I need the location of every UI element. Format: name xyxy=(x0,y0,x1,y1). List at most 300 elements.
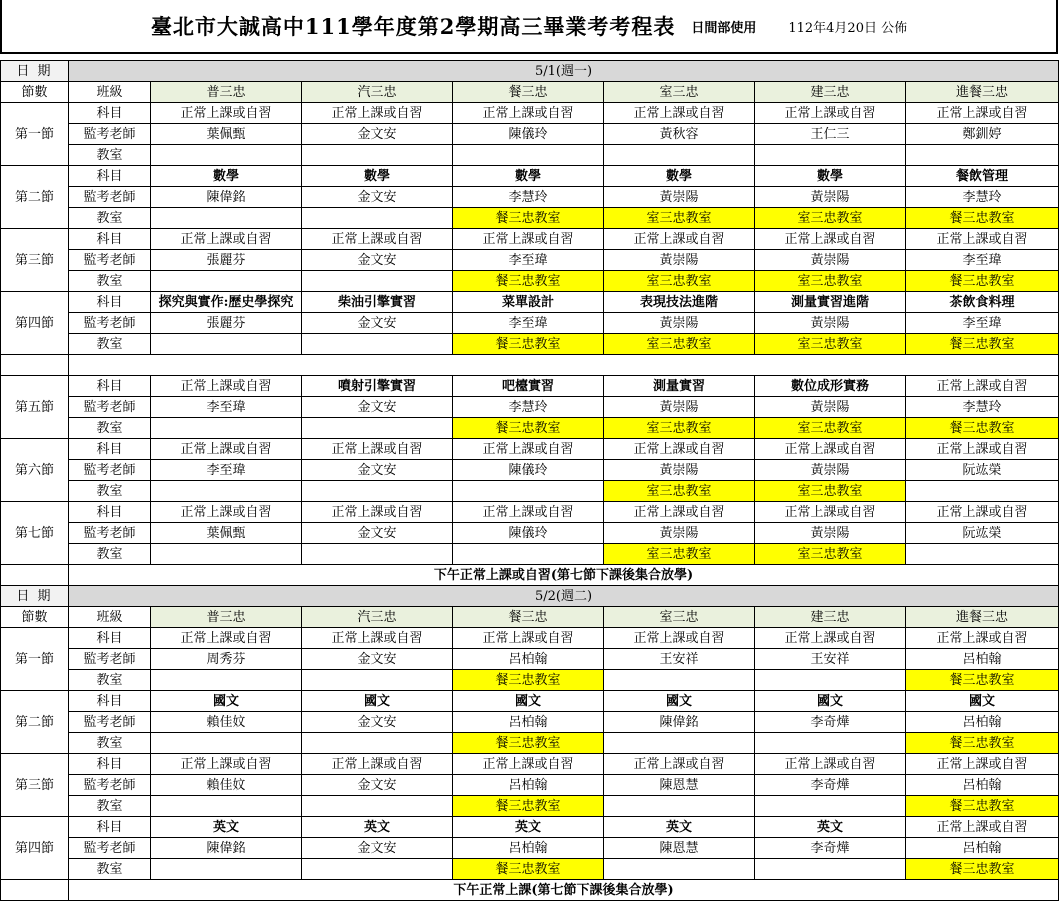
subject-label: 科目 xyxy=(69,229,151,250)
subject-cell: 正常上課或自習 xyxy=(302,628,453,649)
subject-cell: 正常上課或自習 xyxy=(453,754,604,775)
subject-row xyxy=(1,754,1059,775)
class-col-header: 班級 xyxy=(69,607,151,628)
class-header: 普三忠 xyxy=(151,607,302,628)
proctor-cell: 李慧玲 xyxy=(453,397,604,418)
subject-label: 科目 xyxy=(69,439,151,460)
date-label: 日 期 xyxy=(1,61,69,82)
proctor-cell: 李慧玲 xyxy=(453,187,604,208)
subject-row xyxy=(1,103,1059,124)
proctor-label: 監考老師 xyxy=(69,187,151,208)
proctor-cell: 李至瑋 xyxy=(151,397,302,418)
proctor-cell: 呂柏翰 xyxy=(906,838,1059,859)
subject-label: 科目 xyxy=(69,502,151,523)
subject-cell: 正常上課或自習 xyxy=(151,376,302,397)
class-header: 室三忠 xyxy=(604,607,755,628)
period-name: 第四節 xyxy=(1,292,69,355)
room-cell xyxy=(906,481,1059,502)
proctor-label: 監考老師 xyxy=(69,712,151,733)
proctor-cell: 金文安 xyxy=(302,460,453,481)
subject-cell: 正常上課或自習 xyxy=(906,817,1059,838)
proctor-cell: 周秀芬 xyxy=(151,649,302,670)
proctor-cell: 呂柏翰 xyxy=(906,649,1059,670)
proctor-label: 監考老師 xyxy=(69,124,151,145)
lunch-separator-row xyxy=(1,355,1059,376)
subject-cell: 正常上課或自習 xyxy=(604,439,755,460)
subject-cell: 英文 xyxy=(151,817,302,838)
proctor-cell: 黃崇陽 xyxy=(755,460,906,481)
date-value: 5/2(週二) xyxy=(69,586,1059,607)
class-header: 普三忠 xyxy=(151,82,302,103)
date-value: 5/1(週一) xyxy=(69,61,1059,82)
proctor-cell: 金文安 xyxy=(302,187,453,208)
period-name: 第一節 xyxy=(1,628,69,691)
subject-cell: 正常上課或自習 xyxy=(906,502,1059,523)
proctor-label: 監考老師 xyxy=(69,775,151,796)
room-cell xyxy=(151,859,302,880)
proctor-cell: 黃崇陽 xyxy=(755,250,906,271)
date-row xyxy=(1,586,1059,607)
date-label: 日 期 xyxy=(1,586,69,607)
announce-date: 112年4月20日 公佈 xyxy=(788,20,908,36)
subject-cell: 正常上課或自習 xyxy=(302,439,453,460)
proctor-cell: 金文安 xyxy=(302,397,453,418)
room-cell: 室三忠教室 xyxy=(604,334,755,355)
room-cell xyxy=(453,145,604,166)
subject-cell: 數學 xyxy=(453,166,604,187)
proctor-cell: 黃崇陽 xyxy=(755,313,906,334)
proctor-cell: 陳偉銘 xyxy=(604,712,755,733)
subject-row xyxy=(1,439,1059,460)
room-cell xyxy=(151,733,302,754)
proctor-cell: 葉佩甄 xyxy=(151,523,302,544)
subject-cell: 餐飲管理 xyxy=(906,166,1059,187)
room-cell xyxy=(453,544,604,565)
room-cell xyxy=(755,670,906,691)
room-cell xyxy=(604,670,755,691)
room-row xyxy=(1,208,1059,229)
subject-cell: 正常上課或自習 xyxy=(302,502,453,523)
proctor-cell: 李至瑋 xyxy=(453,313,604,334)
room-cell: 餐三忠教室 xyxy=(453,418,604,439)
room-row xyxy=(1,145,1059,166)
room-cell xyxy=(302,145,453,166)
proctor-cell: 呂柏翰 xyxy=(453,712,604,733)
proctor-cell: 陳恩慧 xyxy=(604,838,755,859)
subject-cell: 正常上課或自習 xyxy=(906,628,1059,649)
room-cell xyxy=(151,418,302,439)
subject-label: 科目 xyxy=(69,691,151,712)
room-cell: 室三忠教室 xyxy=(755,481,906,502)
room-cell: 室三忠教室 xyxy=(755,418,906,439)
room-cell xyxy=(604,796,755,817)
proctor-cell: 黃崇陽 xyxy=(604,313,755,334)
room-cell xyxy=(302,481,453,502)
proctor-cell: 陳儀玲 xyxy=(453,124,604,145)
class-header: 進餐三忠 xyxy=(906,607,1059,628)
room-cell: 餐三忠教室 xyxy=(906,334,1059,355)
subject-label: 科目 xyxy=(69,166,151,187)
department-note: 日間部使用 xyxy=(691,20,757,36)
proctor-cell: 黃崇陽 xyxy=(755,397,906,418)
subject-cell: 正常上課或自習 xyxy=(906,229,1059,250)
subject-cell: 表現技法進階 xyxy=(604,292,755,313)
subject-cell: 數學 xyxy=(604,166,755,187)
page-title: 臺北市大誠高中111學年度第2學期高三畢業考考程表 xyxy=(150,14,676,39)
proctor-cell: 黃崇陽 xyxy=(604,250,755,271)
room-cell xyxy=(302,271,453,292)
proctor-row xyxy=(1,838,1059,859)
room-label: 教室 xyxy=(69,481,151,502)
subject-cell: 正常上課或自習 xyxy=(755,229,906,250)
room-cell xyxy=(302,208,453,229)
proctor-cell: 王安祥 xyxy=(604,649,755,670)
subject-label: 科目 xyxy=(69,628,151,649)
subject-cell: 正常上課或自習 xyxy=(453,229,604,250)
class-header: 建三忠 xyxy=(755,82,906,103)
subject-cell: 正常上課或自習 xyxy=(604,502,755,523)
subject-cell: 正常上課或自習 xyxy=(906,754,1059,775)
room-cell xyxy=(151,796,302,817)
room-row xyxy=(1,859,1059,880)
subject-row xyxy=(1,376,1059,397)
room-cell: 餐三忠教室 xyxy=(906,733,1059,754)
subject-cell: 探究與實作:歷史學探究 xyxy=(151,292,302,313)
subject-label: 科目 xyxy=(69,292,151,313)
proctor-cell: 阮竑榮 xyxy=(906,523,1059,544)
proctor-cell: 金文安 xyxy=(302,124,453,145)
room-cell: 室三忠教室 xyxy=(604,208,755,229)
subject-cell: 正常上課或自習 xyxy=(151,103,302,124)
proctor-cell: 金文安 xyxy=(302,313,453,334)
proctor-row xyxy=(1,523,1059,544)
subject-cell: 正常上課或自習 xyxy=(453,439,604,460)
period-name: 第一節 xyxy=(1,103,69,166)
proctor-cell: 黃崇陽 xyxy=(755,523,906,544)
subject-cell: 國文 xyxy=(302,691,453,712)
subject-cell: 正常上課或自習 xyxy=(604,628,755,649)
room-cell: 室三忠教室 xyxy=(604,544,755,565)
room-label: 教室 xyxy=(69,544,151,565)
proctor-row xyxy=(1,124,1059,145)
room-cell: 餐三忠教室 xyxy=(906,859,1059,880)
subject-cell: 測量實習進階 xyxy=(755,292,906,313)
room-cell: 餐三忠教室 xyxy=(906,796,1059,817)
room-cell: 餐三忠教室 xyxy=(906,418,1059,439)
room-cell: 餐三忠教室 xyxy=(453,859,604,880)
proctor-cell: 葉佩甄 xyxy=(151,124,302,145)
proctor-cell: 呂柏翰 xyxy=(453,775,604,796)
room-cell xyxy=(151,145,302,166)
proctor-cell: 金文安 xyxy=(302,838,453,859)
proctor-cell: 呂柏翰 xyxy=(453,838,604,859)
period-name: 第二節 xyxy=(1,166,69,229)
proctor-cell: 阮竑榮 xyxy=(906,460,1059,481)
room-row xyxy=(1,796,1059,817)
subject-cell: 國文 xyxy=(755,691,906,712)
class-header: 餐三忠 xyxy=(453,607,604,628)
proctor-cell: 李奇燁 xyxy=(755,838,906,859)
room-label: 教室 xyxy=(69,796,151,817)
room-cell xyxy=(755,145,906,166)
subject-cell: 國文 xyxy=(906,691,1059,712)
afternoon-note-row xyxy=(1,880,1059,901)
subject-cell: 正常上課或自習 xyxy=(604,103,755,124)
subject-cell: 正常上課或自習 xyxy=(302,103,453,124)
subject-label: 科目 xyxy=(69,754,151,775)
subject-cell: 數學 xyxy=(755,166,906,187)
subject-row xyxy=(1,292,1059,313)
room-row xyxy=(1,733,1059,754)
room-cell xyxy=(151,334,302,355)
subject-cell: 正常上課或自習 xyxy=(906,103,1059,124)
subject-cell: 菜單設計 xyxy=(453,292,604,313)
schedule-table xyxy=(0,60,1059,901)
separator-left xyxy=(1,355,69,376)
class-header: 室三忠 xyxy=(604,82,755,103)
subject-cell: 柴油引擎實習 xyxy=(302,292,453,313)
class-header: 建三忠 xyxy=(755,607,906,628)
subject-cell: 正常上課或自習 xyxy=(151,628,302,649)
room-cell xyxy=(151,481,302,502)
room-cell xyxy=(151,208,302,229)
room-cell: 餐三忠教室 xyxy=(453,796,604,817)
period-name: 第三節 xyxy=(1,229,69,292)
class-header-row xyxy=(1,607,1059,628)
proctor-label: 監考老師 xyxy=(69,313,151,334)
room-cell: 餐三忠教室 xyxy=(453,271,604,292)
subject-cell: 正常上課或自習 xyxy=(151,754,302,775)
proctor-cell: 黃崇陽 xyxy=(604,460,755,481)
room-cell xyxy=(604,859,755,880)
room-row xyxy=(1,544,1059,565)
room-cell: 室三忠教室 xyxy=(755,271,906,292)
proctor-cell: 金文安 xyxy=(302,775,453,796)
room-cell xyxy=(302,670,453,691)
proctor-cell: 陳偉銘 xyxy=(151,838,302,859)
proctor-cell: 金文安 xyxy=(302,649,453,670)
class-header: 汽三忠 xyxy=(302,82,453,103)
room-cell xyxy=(302,796,453,817)
proctor-label: 監考老師 xyxy=(69,649,151,670)
proctor-cell: 李慧玲 xyxy=(906,187,1059,208)
room-cell xyxy=(302,733,453,754)
room-label: 教室 xyxy=(69,859,151,880)
room-cell xyxy=(302,544,453,565)
note-spacer xyxy=(1,565,69,586)
room-cell xyxy=(906,145,1059,166)
proctor-cell: 黃崇陽 xyxy=(604,397,755,418)
title-bar xyxy=(0,0,1058,54)
room-label: 教室 xyxy=(69,208,151,229)
subject-row xyxy=(1,817,1059,838)
subject-cell: 正常上課或自習 xyxy=(151,229,302,250)
room-label: 教室 xyxy=(69,733,151,754)
subject-cell: 英文 xyxy=(604,817,755,838)
subject-cell: 吧檯實習 xyxy=(453,376,604,397)
room-cell: 室三忠教室 xyxy=(604,481,755,502)
class-header-row xyxy=(1,82,1059,103)
subject-cell: 正常上課或自習 xyxy=(906,439,1059,460)
room-cell xyxy=(453,481,604,502)
room-label: 教室 xyxy=(69,418,151,439)
room-cell xyxy=(302,334,453,355)
subject-cell: 正常上課或自習 xyxy=(453,628,604,649)
proctor-label: 監考老師 xyxy=(69,523,151,544)
room-row xyxy=(1,670,1059,691)
separator-bar xyxy=(69,355,1059,376)
proctor-cell: 黃崇陽 xyxy=(604,523,755,544)
class-header: 汽三忠 xyxy=(302,607,453,628)
period-col-header: 節數 xyxy=(1,607,69,628)
room-cell: 室三忠教室 xyxy=(755,208,906,229)
subject-cell: 茶飲食料理 xyxy=(906,292,1059,313)
subject-cell: 正常上課或自習 xyxy=(755,628,906,649)
room-label: 教室 xyxy=(69,334,151,355)
subject-cell: 正常上課或自習 xyxy=(755,502,906,523)
proctor-cell: 王仁三 xyxy=(755,124,906,145)
period-name: 第七節 xyxy=(1,502,69,565)
proctor-cell: 李奇燁 xyxy=(755,712,906,733)
proctor-row xyxy=(1,313,1059,334)
subject-cell: 正常上課或自習 xyxy=(453,103,604,124)
proctor-cell: 賴佳妏 xyxy=(151,775,302,796)
subject-row xyxy=(1,166,1059,187)
proctor-cell: 李至瑋 xyxy=(453,250,604,271)
proctor-row xyxy=(1,712,1059,733)
subject-cell: 國文 xyxy=(151,691,302,712)
proctor-cell: 金文安 xyxy=(302,250,453,271)
room-cell: 餐三忠教室 xyxy=(453,670,604,691)
room-label: 教室 xyxy=(69,670,151,691)
room-cell xyxy=(302,418,453,439)
period-name: 第四節 xyxy=(1,817,69,880)
class-col-header: 班級 xyxy=(69,82,151,103)
room-cell xyxy=(151,544,302,565)
subject-cell: 正常上課或自習 xyxy=(151,439,302,460)
proctor-row xyxy=(1,460,1059,481)
proctor-cell: 呂柏翰 xyxy=(906,775,1059,796)
subject-cell: 數學 xyxy=(302,166,453,187)
subject-label: 科目 xyxy=(69,103,151,124)
period-name: 第六節 xyxy=(1,439,69,502)
subject-cell: 國文 xyxy=(604,691,755,712)
subject-cell: 國文 xyxy=(453,691,604,712)
subject-cell: 正常上課或自習 xyxy=(755,754,906,775)
subject-cell: 正常上課或自習 xyxy=(151,502,302,523)
proctor-cell: 李至瑋 xyxy=(151,460,302,481)
subject-cell: 正常上課或自習 xyxy=(302,229,453,250)
room-cell xyxy=(755,796,906,817)
subject-row xyxy=(1,229,1059,250)
room-cell: 餐三忠教室 xyxy=(906,271,1059,292)
class-header: 餐三忠 xyxy=(453,82,604,103)
proctor-cell: 王安祥 xyxy=(755,649,906,670)
room-cell xyxy=(604,145,755,166)
room-row xyxy=(1,271,1059,292)
proctor-cell: 李慧玲 xyxy=(906,397,1059,418)
subject-cell: 測量實習 xyxy=(604,376,755,397)
room-cell xyxy=(302,859,453,880)
period-col-header: 節數 xyxy=(1,82,69,103)
proctor-label: 監考老師 xyxy=(69,397,151,418)
room-cell: 室三忠教室 xyxy=(604,418,755,439)
room-cell xyxy=(755,859,906,880)
subject-cell: 數位成形實務 xyxy=(755,376,906,397)
proctor-cell: 金文安 xyxy=(302,523,453,544)
afternoon-note-row xyxy=(1,565,1059,586)
subject-cell: 正常上課或自習 xyxy=(302,754,453,775)
subject-row xyxy=(1,628,1059,649)
proctor-cell: 李至瑋 xyxy=(906,313,1059,334)
proctor-cell: 賴佳妏 xyxy=(151,712,302,733)
proctor-row xyxy=(1,187,1059,208)
proctor-row xyxy=(1,250,1059,271)
subject-cell: 正常上課或自習 xyxy=(755,103,906,124)
room-row xyxy=(1,481,1059,502)
proctor-cell: 李至瑋 xyxy=(906,250,1059,271)
subject-label: 科目 xyxy=(69,376,151,397)
room-cell: 室三忠教室 xyxy=(604,271,755,292)
proctor-cell: 黃崇陽 xyxy=(604,187,755,208)
class-header: 進餐三忠 xyxy=(906,82,1059,103)
proctor-label: 監考老師 xyxy=(69,460,151,481)
afternoon-note: 下午正常上課或自習(第七節下課後集合放學) xyxy=(69,565,1059,586)
proctor-row xyxy=(1,397,1059,418)
subject-cell: 正常上課或自習 xyxy=(604,229,755,250)
subject-row xyxy=(1,691,1059,712)
note-spacer xyxy=(1,880,69,901)
proctor-cell: 金文安 xyxy=(302,712,453,733)
proctor-label: 監考老師 xyxy=(69,838,151,859)
subject-cell: 數學 xyxy=(151,166,302,187)
subject-label: 科目 xyxy=(69,817,151,838)
proctor-cell: 張麗芬 xyxy=(151,250,302,271)
room-cell: 室三忠教室 xyxy=(755,544,906,565)
proctor-cell: 陳恩慧 xyxy=(604,775,755,796)
proctor-cell: 呂柏翰 xyxy=(906,712,1059,733)
subject-cell: 噴射引擎實習 xyxy=(302,376,453,397)
proctor-row xyxy=(1,775,1059,796)
proctor-cell: 張麗芬 xyxy=(151,313,302,334)
room-cell: 餐三忠教室 xyxy=(906,670,1059,691)
room-cell: 餐三忠教室 xyxy=(453,733,604,754)
room-cell: 餐三忠教室 xyxy=(453,208,604,229)
room-cell xyxy=(906,544,1059,565)
subject-cell: 正常上課或自習 xyxy=(755,439,906,460)
proctor-cell: 呂柏翰 xyxy=(453,649,604,670)
room-cell: 室三忠教室 xyxy=(755,334,906,355)
room-cell xyxy=(151,670,302,691)
proctor-row xyxy=(1,649,1059,670)
subject-cell: 英文 xyxy=(453,817,604,838)
proctor-cell: 鄭釧婷 xyxy=(906,124,1059,145)
date-row xyxy=(1,61,1059,82)
proctor-cell: 陳儀玲 xyxy=(453,523,604,544)
period-name: 第五節 xyxy=(1,376,69,439)
subject-cell: 正常上課或自習 xyxy=(453,502,604,523)
room-label: 教室 xyxy=(69,145,151,166)
room-label: 教室 xyxy=(69,271,151,292)
room-row xyxy=(1,334,1059,355)
room-cell: 餐三忠教室 xyxy=(906,208,1059,229)
proctor-cell: 李奇燁 xyxy=(755,775,906,796)
subject-cell: 英文 xyxy=(302,817,453,838)
afternoon-note: 下午正常上課(第七節下課後集合放學) xyxy=(69,880,1059,901)
room-cell: 餐三忠教室 xyxy=(453,334,604,355)
room-row xyxy=(1,418,1059,439)
subject-row xyxy=(1,502,1059,523)
